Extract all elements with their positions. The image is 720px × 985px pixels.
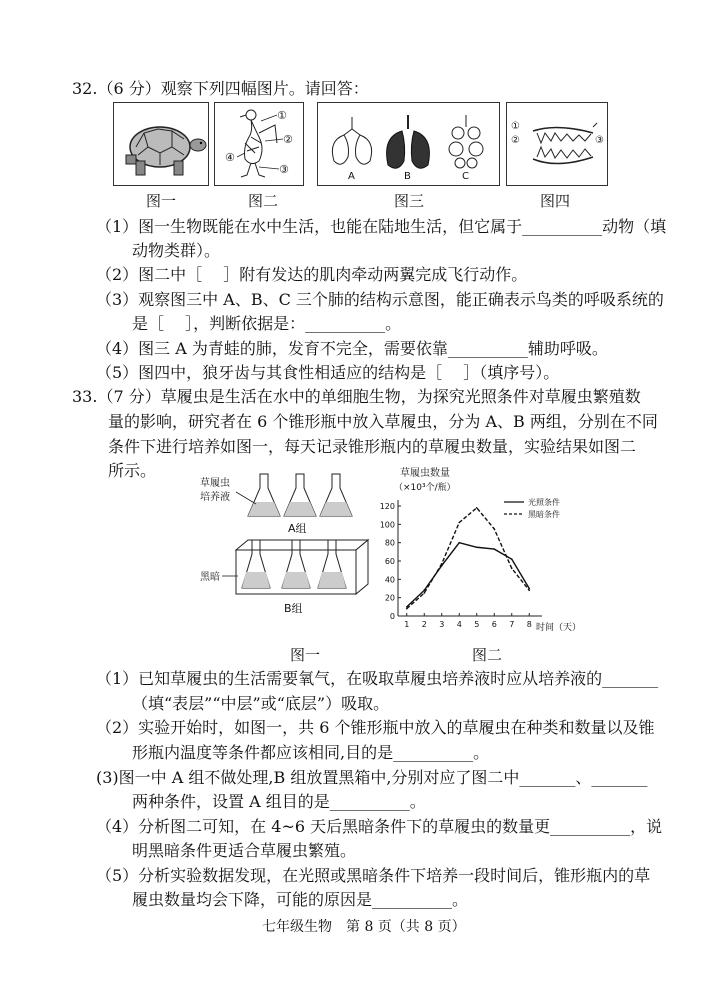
lungs-icon [318, 103, 499, 185]
y-tick-label: 40 [384, 575, 395, 585]
x-tick-label: 1 [404, 620, 410, 629]
fig2-label-3: ③ [279, 163, 289, 176]
data-point [458, 522, 460, 524]
data-point [511, 568, 513, 570]
experiment-figure-caption: 图一 [290, 646, 321, 664]
series-line-light [407, 543, 530, 607]
teeth-icon [507, 103, 607, 185]
figure-4-wolf-teeth [506, 102, 608, 186]
y-tick-label: 60 [384, 557, 395, 566]
data-point [493, 528, 495, 530]
data-point [423, 592, 425, 594]
population-chart [378, 466, 600, 646]
data-point [476, 546, 478, 548]
q33-intro-4: 所示。 [108, 461, 157, 480]
figure-2-bird-skeleton [214, 102, 304, 186]
figure-4-caption: 图四 [540, 192, 571, 210]
q33-item-4: （4）分析图二可知，在 4~6 天后黑暗条件下的草履虫的数量更__________，说 [96, 817, 663, 836]
x-tick-label: 7 [509, 620, 515, 629]
q32-item-4: （4）图三 A 为青蛙的肺，发育不完全，需要依靠__________辅助呼吸。 [96, 339, 608, 358]
q33-intro-3: 条件下进行培养如图一，每天记录锥形瓶内的草履虫数量，实验结果如图二 [108, 437, 637, 456]
chart-xlabel: 时间（天） [536, 623, 582, 633]
q32-header: 32.（6 分）观察下列四幅图片。请回答： [72, 79, 369, 98]
x-tick-label: 6 [491, 620, 497, 629]
page-footer: 七年级生物 第 8 页（共 8 页） [262, 919, 466, 935]
flasks-diagram [196, 466, 372, 646]
flask-a3 [320, 474, 352, 516]
label-culture-2: 培养液 [200, 492, 230, 503]
x-tick-label: 2 [421, 620, 427, 629]
data-point [528, 590, 530, 592]
label-dark: 黑暗 [200, 572, 220, 583]
figure-1-tortoise [113, 102, 209, 186]
fig3-label-c: C [462, 171, 469, 182]
q33-item-5-cont: 履虫数量均会下降，可能的原因是__________。 [132, 890, 469, 909]
x-tick-label: 5 [474, 620, 480, 629]
q33-item-3: (3)图一中 A 组不做处理,B 组放置黑箱中,分别对应了图二中_______、_______ [96, 768, 648, 787]
q32-item-1: （1）图一生物既能在水中生活，也能在陆地生活，但它属于__________动物（填 [96, 217, 667, 236]
flask-a1 [248, 474, 280, 516]
data-point [493, 548, 495, 550]
y-tick-label: 20 [384, 593, 395, 603]
q32-item-2: （2）图二中［ ］附有发达的肌肉牵动两翼完成飞行动作。 [96, 265, 528, 284]
fig4-label-2: ② [511, 135, 520, 146]
population-chart-svg [378, 466, 600, 646]
q33-item-1: （1）已知草履虫的生活需要氧气，在吸取草履虫培养液时应从培养液的_______ [96, 669, 659, 688]
fig2-label-2: ② [283, 133, 293, 146]
figure-2-caption: 图二 [248, 192, 279, 210]
data-point [441, 563, 443, 565]
y-tick-label: 100 [379, 520, 395, 530]
chart-title: 草履虫数量 [400, 468, 450, 479]
data-point [511, 558, 513, 560]
q33-item-3-cont: 两种条件，设置 A 组目的是__________。 [132, 792, 426, 811]
experiment-setup-figure [196, 466, 372, 646]
chart-ylabel: （×10³个/瓶） [394, 483, 456, 493]
y-tick-label: 120 [379, 502, 395, 511]
fig3-label-a: A [348, 171, 355, 182]
q32-item-3: （3）观察图三中 A、B、C 三个肺的结构示意图，能正确表示鸟类的呼吸系统的 [96, 290, 664, 309]
legend-label: 光照条件 [528, 498, 560, 507]
x-tick-label: 3 [439, 620, 445, 629]
fig2-label-4: ④ [225, 151, 235, 164]
figure-3-lungs [317, 102, 500, 186]
data-point [458, 542, 460, 544]
x-tick-label: 4 [456, 620, 462, 629]
fig4-label-3: ③ [595, 135, 604, 146]
q32-item-3-cont: 是［ ］，判断依据是：__________。 [132, 314, 402, 333]
q33-item-2: （2）实验开始时，如图一，共 6 个锥形瓶中放入的草履虫在种类和数量以及锥 [96, 718, 655, 737]
x-tick-label: 8 [526, 620, 532, 629]
q33-item-5: （5）分析实验数据发现，在光照或黑暗条件下培养一段时间后，锥形瓶内的草 [96, 866, 651, 885]
q32-item-5: （5）图四中，狼牙齿与其食性相适应的结构是［ ］（填序号）。 [96, 363, 560, 382]
label-group-a: A组 [288, 522, 307, 535]
q33-intro-2: 量的影响，研究者在 6 个锥形瓶中放入草履虫，分为 A、B 两组，分别在不同 [108, 412, 658, 431]
tortoise-icon [114, 103, 208, 185]
label-culture-1: 草履虫 [200, 478, 230, 489]
q33-item-1-cont: （填“表层”“中层”或“底层”）吸取。 [132, 694, 390, 713]
figure-1-caption: 图一 [146, 192, 177, 210]
q32-item-1-cont: 动物类群）。 [132, 241, 221, 260]
flask-a2 [284, 474, 316, 516]
label-group-b: B组 [284, 602, 303, 615]
chart-caption: 图二 [472, 646, 503, 664]
q33-item-2-cont: 形瓶内温度等条件都应该相同,目的是__________。 [132, 743, 490, 762]
fig4-label-1: ① [511, 121, 520, 132]
fig2-label-1: ① [277, 109, 287, 122]
legend-label: 黑暗条件 [528, 510, 560, 519]
bird-skeleton-icon [215, 103, 303, 185]
data-point [406, 608, 408, 610]
figure-3-caption: 图三 [394, 192, 425, 210]
y-tick-label: 0 [389, 612, 395, 621]
q33-intro-1: 33.（7 分）草履虫是生活在水中的单细胞生物，为探究光照条件对草履虫繁殖数 [72, 387, 641, 406]
y-tick-label: 80 [384, 538, 395, 548]
fig3-label-b: B [404, 171, 411, 182]
q33-item-4-cont: 明黑暗条件更适合草履虫繁殖。 [132, 841, 357, 860]
data-point [476, 507, 478, 509]
